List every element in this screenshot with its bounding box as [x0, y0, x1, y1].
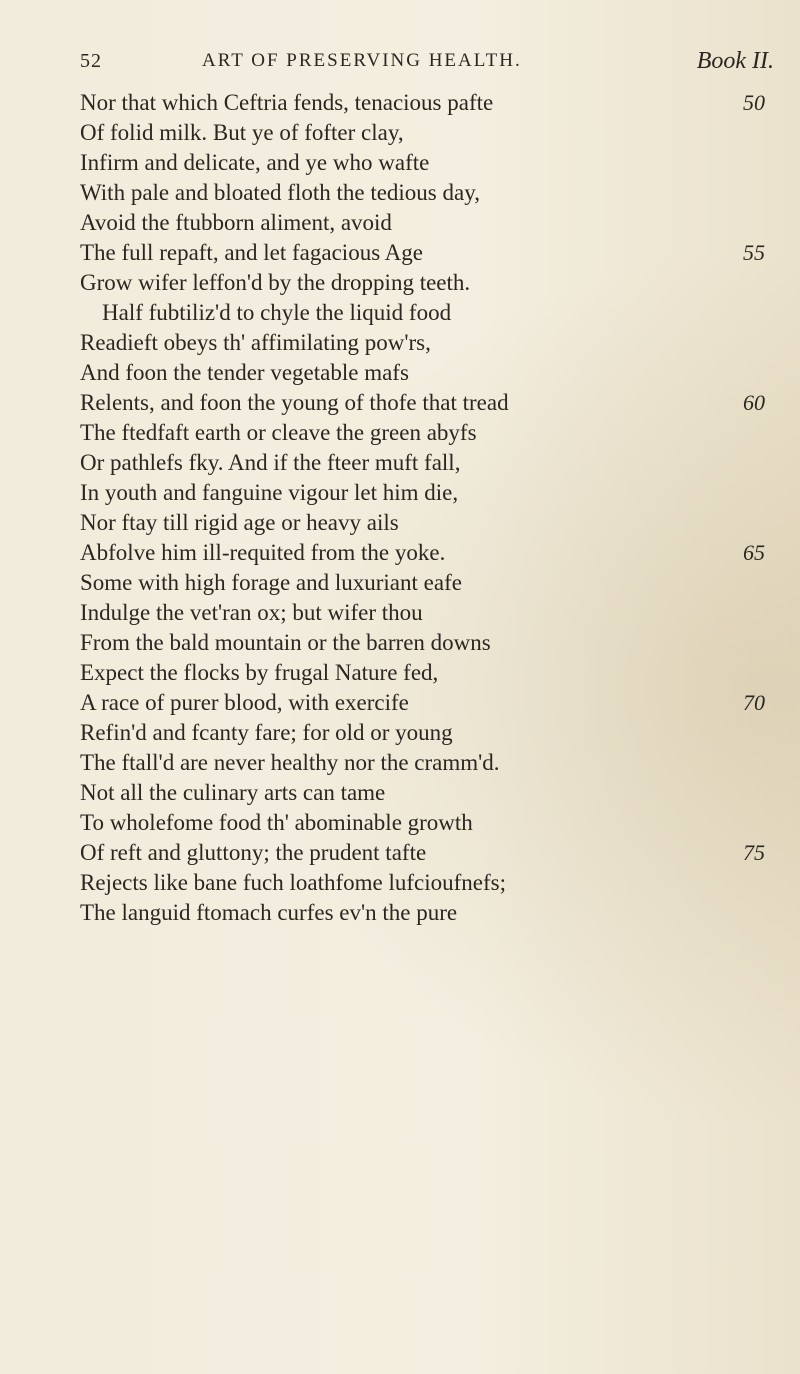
poem-line [80, 448, 790, 478]
poem-line [80, 688, 790, 718]
poem-line [80, 178, 790, 208]
line-text: Relents, and foon the young of thofe that tread [80, 390, 509, 415]
line-number: 50 [743, 90, 765, 115]
line-text: Refin'd and fcanty fare; for old or young [80, 720, 453, 745]
line-text: In youth and fanguine vigour let him die, [80, 480, 459, 505]
line-number: 55 [743, 240, 765, 265]
poem-line [80, 238, 790, 268]
line-text: Indulge the vet'ran ox; but wifer thou [80, 600, 423, 625]
line-number: 65 [743, 540, 765, 565]
poem-line [80, 118, 790, 148]
poem-line [80, 328, 790, 358]
line-text: With pale and bloated floth the tedious day, [80, 180, 480, 205]
poem-line [80, 298, 790, 328]
line-number: 75 [743, 840, 765, 865]
page-number: 52 [80, 50, 102, 72]
line-text: Grow wifer leffon'd by the dropping teeth. [80, 270, 471, 295]
line-text: The ftedfaft earth or cleave the green abyfs [80, 420, 477, 445]
poem-line [80, 808, 790, 838]
line-text: To wholefome food th' abominable growth [80, 810, 473, 835]
poem-line [80, 748, 790, 778]
poem-line [80, 568, 790, 598]
line-text: Avoid the ftubborn aliment, avoid [80, 210, 392, 235]
poem-line [80, 508, 790, 538]
line-number: 60 [743, 390, 765, 415]
line-text: Expect the flocks by frugal Nature fed, [80, 660, 439, 685]
poem-line [80, 388, 790, 418]
poem-text [80, 88, 790, 928]
line-text: The ftall'd are never healthy nor the cramm'd. [80, 750, 500, 775]
line-text: Or pathlefs fky. And if the fteer muft fall, [80, 450, 461, 475]
poem-line [80, 718, 790, 748]
line-text: Nor ftay till rigid age or heavy ails [80, 510, 399, 535]
running-header [80, 48, 780, 84]
poem-line [80, 478, 790, 508]
line-number: 70 [743, 690, 765, 715]
line-text: The full repaft, and let fagacious Age [80, 240, 423, 265]
running-title: ART OF PRESERVING HEALTH. [202, 50, 522, 71]
line-text: Half fubtiliz'd to chyle the liquid food [102, 300, 452, 325]
line-text: A race of purer blood, with exercife [80, 690, 409, 715]
line-text: Nor that which Ceftria fends, tenacious pafte [80, 90, 494, 115]
line-text: And foon the tender vegetable mafs [80, 360, 409, 385]
line-text: Of reft and gluttony; the prudent tafte [80, 840, 427, 865]
book-label: Book II. [696, 48, 774, 74]
poem-line [80, 868, 790, 898]
poem-line [80, 898, 790, 928]
line-text: The languid ftomach curfes ev'n the pure [80, 900, 458, 925]
poem-line [80, 358, 790, 388]
line-text: Rejects like bane fuch loathfome lufcioufnefs; [80, 870, 506, 895]
poem-line [80, 88, 790, 118]
poem-line [80, 538, 790, 568]
poem-line [80, 148, 790, 178]
line-text: Some with high forage and luxuriant eafe [80, 570, 462, 595]
poem-line [80, 418, 790, 448]
poem-line [80, 268, 790, 298]
line-text: Infirm and delicate, and ye who wafte [80, 150, 430, 175]
line-text: Abfolve him ill-requited from the yoke. [80, 540, 446, 565]
line-text: Not all the culinary arts can tame [80, 780, 386, 805]
poem-line [80, 598, 790, 628]
poem-line [80, 628, 790, 658]
poem-line [80, 658, 790, 688]
line-text: From the bald mountain or the barren downs [80, 630, 491, 655]
line-text: Readieft obeys th' affimilating pow'rs, [80, 330, 431, 355]
poem-line [80, 838, 790, 868]
line-text: Of folid milk. But ye of fofter clay, [80, 120, 404, 145]
poem-line [80, 778, 790, 808]
poem-line [80, 208, 790, 238]
